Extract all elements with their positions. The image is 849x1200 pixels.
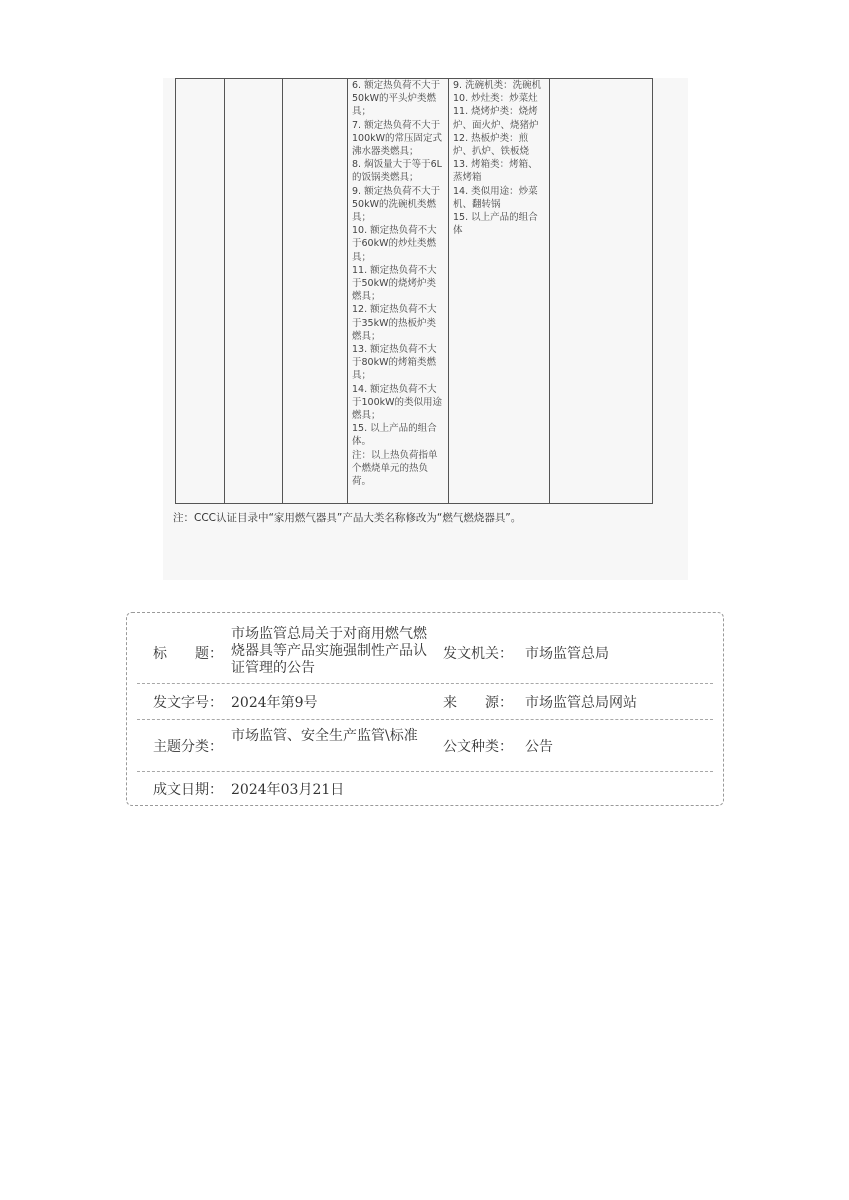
- doc-no-label: 发文字号：: [153, 695, 223, 711]
- scanned-table-image: [163, 78, 688, 580]
- list-item: 10. 炒灶类：炒菜灶: [453, 93, 538, 105]
- list-item: 14. 额定热负荷不大于100kW的类似用途燃具；: [352, 383, 443, 422]
- product-catalog-table: [175, 78, 653, 504]
- type-value: 公告: [525, 739, 553, 755]
- list-item: 15. 以上产品的组合体。: [352, 423, 437, 448]
- date-value: 2024年03月21日: [231, 782, 345, 798]
- list-item: 9. 洗碗机类：洗碗机: [453, 80, 542, 91]
- table-cell: [550, 79, 653, 504]
- source-value: 市场监管总局网站: [525, 695, 637, 711]
- metadata-row-topic: [137, 719, 713, 772]
- issuer-value: 市场监管总局: [525, 646, 609, 662]
- scope-list: [352, 79, 444, 488]
- source-label: 来 源：: [443, 695, 513, 711]
- issuer-label: 发文机关：: [443, 646, 513, 662]
- list-item: 10. 额定热负荷不大于60kW的炒灶类燃具；: [352, 225, 437, 263]
- metadata-row-date: [137, 771, 713, 803]
- date-label: 成文日期：: [153, 782, 223, 798]
- list-item: 8. 焖饭量大于等于6L的饭锅类燃具；: [352, 159, 442, 184]
- table-cell-examples: [449, 79, 550, 504]
- document-metadata-box: [126, 612, 724, 806]
- table-cell: [176, 79, 225, 504]
- table-cell: [283, 79, 348, 504]
- type-label: 公文种类：: [443, 739, 513, 755]
- topic-value: 市场监管、安全生产监管\标准: [231, 728, 418, 744]
- list-item: 11. 额定热负荷不大于50kW的烧烤炉类燃具；: [352, 264, 437, 303]
- doc-no-value: 2024年第9号: [231, 695, 318, 711]
- table-cell-scope: [348, 79, 449, 504]
- list-item: 14. 类似用途：炒菜机、翻转锅: [453, 185, 538, 210]
- list-item: 13. 额定热负荷不大于80kW的烤箱类燃具；: [352, 344, 437, 382]
- table-row: [176, 79, 653, 504]
- metadata-row-docno: [137, 683, 713, 720]
- list-item: 7. 额定热负荷不大于100kW的常压固定式沸水器类燃具；: [352, 119, 443, 158]
- examples-list: [453, 79, 545, 237]
- list-item: 13. 烤箱类：烤箱、蒸烤箱: [453, 159, 538, 184]
- topic-label: 主题分类：: [153, 739, 223, 755]
- list-item: 6. 额定热负荷不大于50kW的平头炉类燃具；: [352, 80, 441, 118]
- list-item: 11. 烧烤炉类：烧烤炉、面火炉、烧猪炉: [453, 106, 539, 131]
- title-value: 市场监管总局关于对商用燃气燃烧器具等产品实施强制性产品认证管理的公告: [231, 626, 427, 676]
- table-note: 注：CCC认证目录中“家用燃气器具”产品大类名称修改为“燃气燃烧器具”。: [173, 512, 522, 524]
- list-item: 15. 以上产品的组合体: [453, 212, 538, 237]
- list-item: 12. 热板炉类：煎炉、扒炉、铁板烧: [453, 132, 530, 158]
- list-item: 9. 额定热负荷不大于50kW的洗碗机类燃具；: [352, 185, 441, 224]
- table-cell: [225, 79, 283, 504]
- title-label: 标 题：: [153, 646, 223, 662]
- metadata-row-title: [137, 619, 713, 684]
- list-item: 12. 额定热负荷不大于35kW的热板炉类燃具；: [352, 304, 437, 342]
- list-item: 注：以上热负荷指单个燃烧单元的热负荷。: [352, 449, 438, 488]
